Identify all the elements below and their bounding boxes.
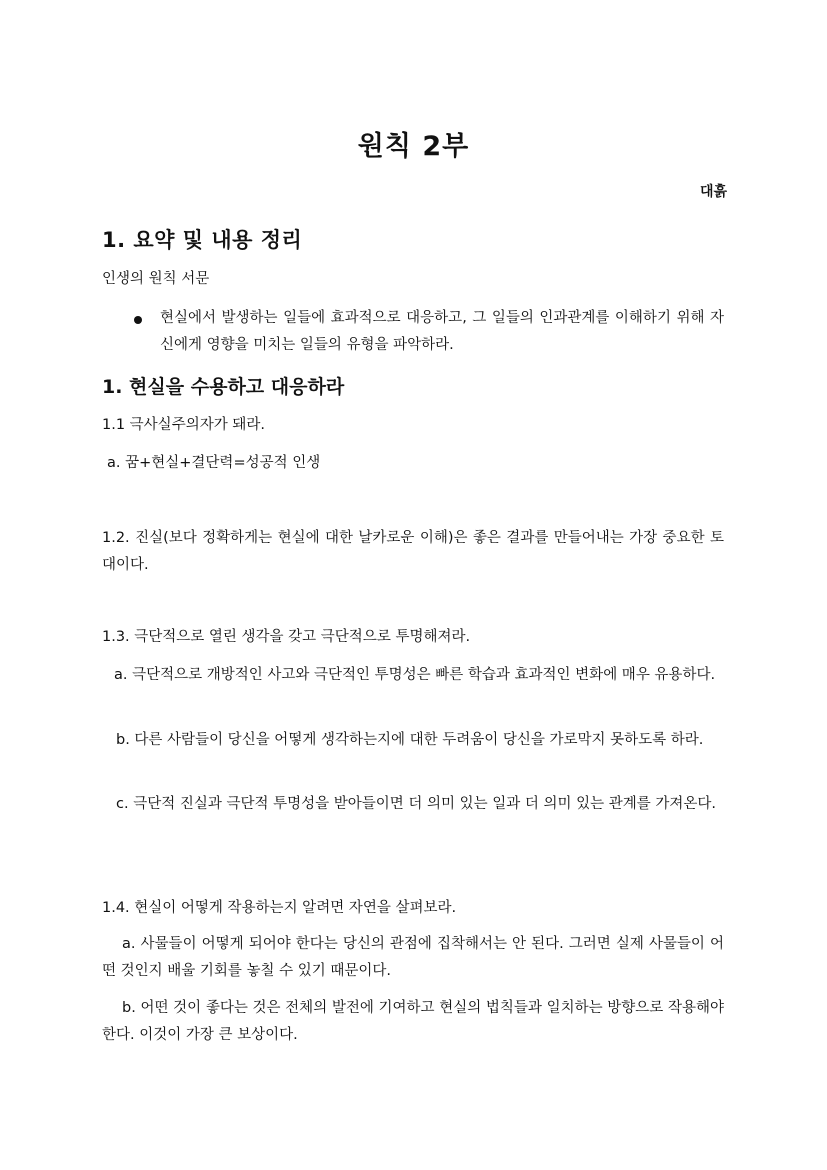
bullet-text: 현실에서 발생하는 일들에 효과적으로 대응하고, 그 일들의 인과관계를 이해하기 위해 자신에게 영향을 미치는 일들의 유형을 파악하라.	[160, 310, 724, 353]
item-1-4: 1.4. 현실이 어떻게 작용하는지 알려면 자연을 살펴보라.	[102, 900, 457, 916]
bullet-list-item	[134, 305, 724, 359]
section-heading-summary: 1. 요약 및 내용 정리	[102, 228, 303, 252]
bullet-icon	[134, 316, 142, 324]
author-name: 대흙	[699, 184, 727, 200]
item-1-3-a: a. 극단적으로 개방적인 사고와 극단적인 투명성은 빠른 학습과 효과적인 변화에 매우 유용하다.	[114, 667, 716, 683]
item-1-1-a: a. 꿈+현실+결단력=성공적 인생	[107, 455, 321, 471]
item-1-1: 1.1 극사실주의자가 돼라.	[102, 417, 265, 433]
chapter-heading-accept-reality: 1. 현실을 수용하고 대응하라	[102, 376, 345, 398]
item-1-3: 1.3. 극단적으로 열린 생각을 갖고 극단적으로 투명해져라.	[102, 629, 471, 645]
item-1-4-b: b. 어떤 것이 좋다는 것은 전체의 발전에 기여하고 현실의 법칙들과 일치하는 방향으로 작용해야 한다. 이것이 가장 큰 보상이다.	[102, 1000, 724, 1043]
intro-label: 인생의 원칙 서문	[102, 271, 210, 287]
item-1-2: 1.2. 진실(보다 정확하게는 현실에 대한 날카로운 이해)은 좋은 결과를 만들어내는 가장 중요한 토대이다.	[102, 530, 724, 573]
item-1-3-b: b. 다른 사람들이 당신을 어떻게 생각하는지에 대한 두려움이 당신을 가로막지 못하도록 하라.	[116, 732, 704, 748]
item-1-4-a: a. 사물들이 어떻게 되어야 한다는 당신의 관점에 집착해서는 안 된다. 그러면 실제 사물들이 어떤 것인지 배울 기회를 놓칠 수 있기 때문이다.	[102, 936, 724, 979]
item-1-3-c: c. 극단적 진실과 극단적 투명성을 받아들이면 더 의미 있는 일과 더 의미 있는 관계를 가져온다.	[116, 796, 716, 812]
document-title: 원칙 2부	[357, 131, 470, 162]
